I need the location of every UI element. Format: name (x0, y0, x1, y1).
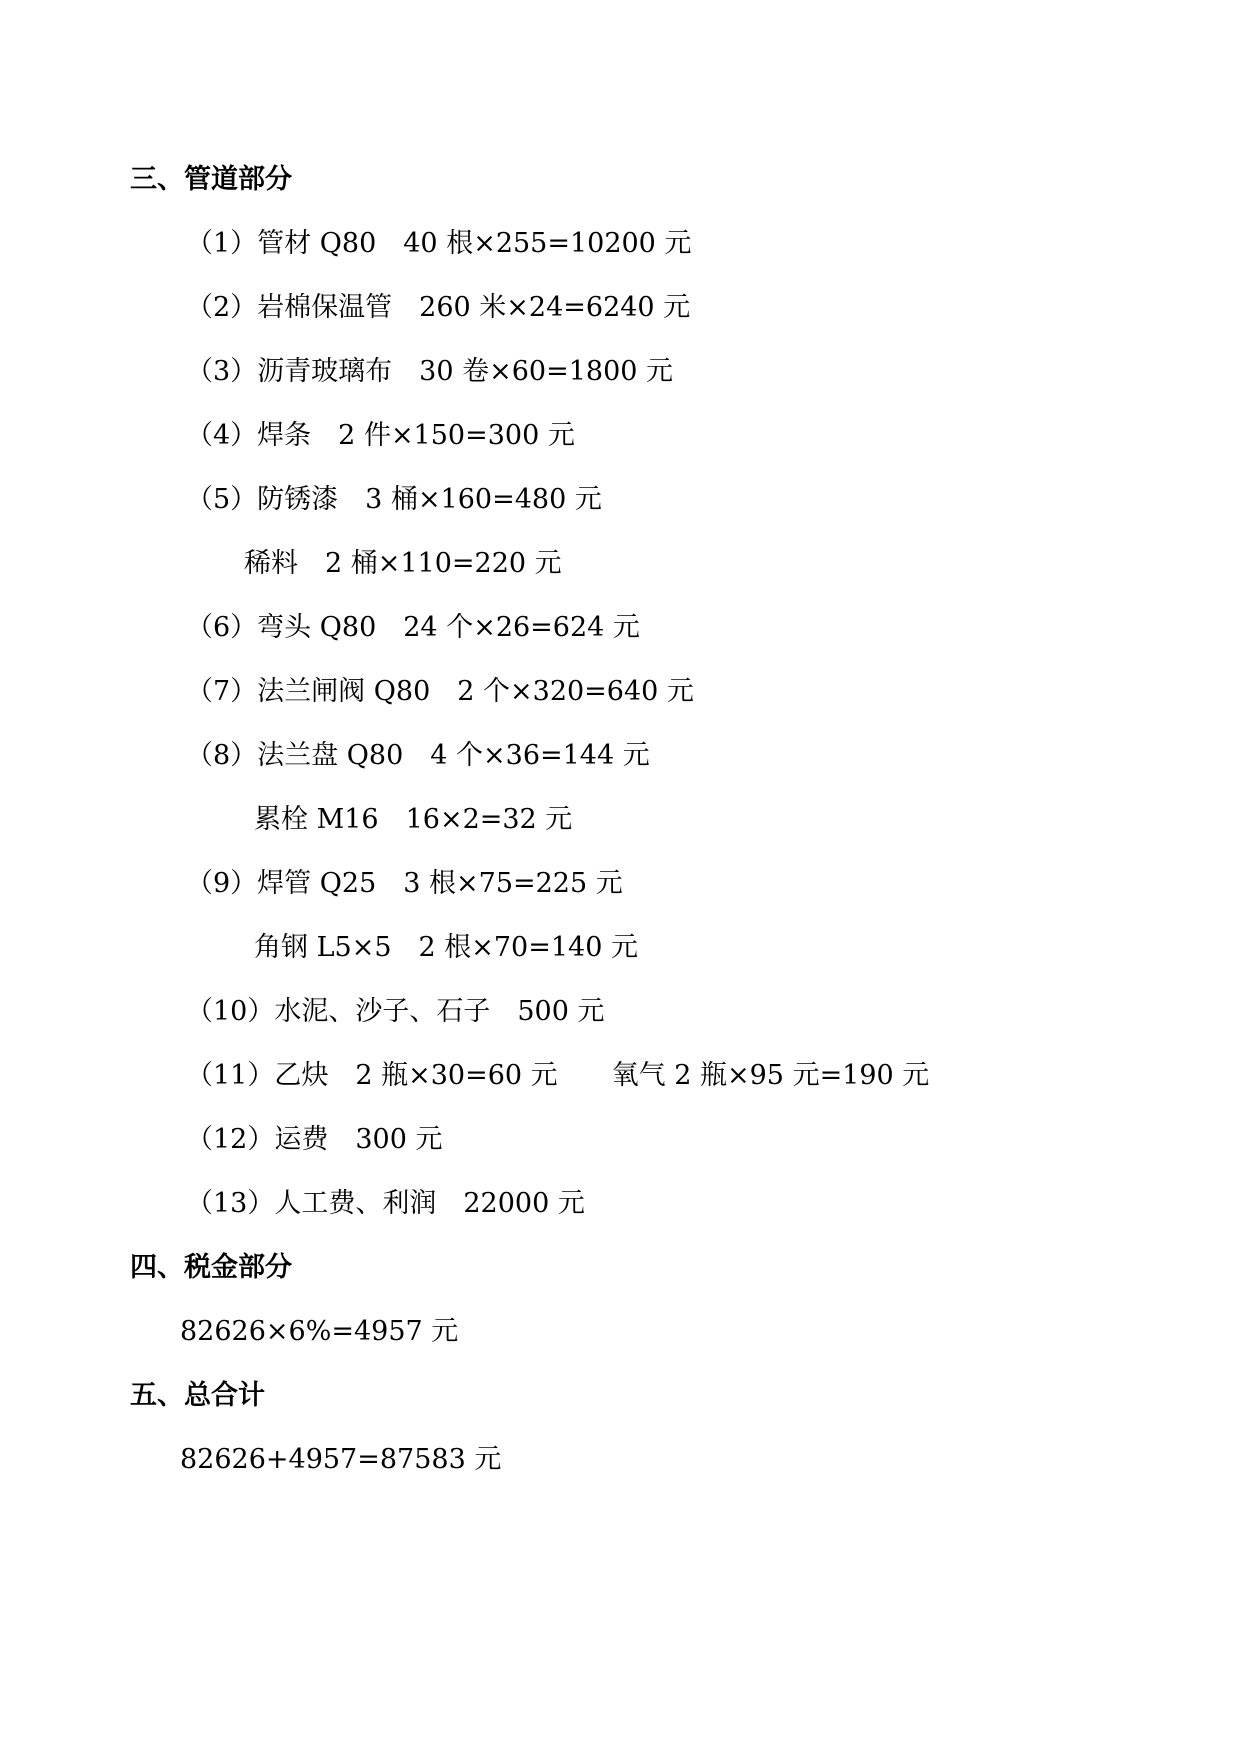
list-item: （7）法兰闸阀 Q80 2 个×320=640 元 (186, 676, 694, 707)
list-item: （9）焊管 Q25 3 根×75=225 元 (186, 868, 623, 899)
list-item: （13）人工费、利润 22000 元 (186, 1188, 585, 1219)
list-item: （11）乙炔 2 瓶×30=60 元 氧气 2 瓶×95 元=190 元 (186, 1060, 930, 1091)
tax-formula: 82626×6%=4957 元 (180, 1316, 459, 1347)
list-item: （5）防锈漆 3 桶×160=480 元 (186, 484, 602, 515)
section-heading-tax: 四、税金部分 (130, 1252, 292, 1283)
list-item: （2）岩棉保温管 260 米×24=6240 元 (186, 292, 691, 323)
list-item: 累栓 M16 16×2=32 元 (254, 804, 573, 835)
list-item: （3）沥青玻璃布 30 卷×60=1800 元 (186, 356, 674, 387)
total-formula: 82626+4957=87583 元 (180, 1444, 502, 1475)
list-item: （8）法兰盘 Q80 4 个×36=144 元 (186, 740, 650, 771)
list-item: （1）管材 Q80 40 根×255=10200 元 (186, 228, 692, 259)
section-heading-pipe: 三、管道部分 (130, 164, 292, 195)
list-item: 角钢 L5×5 2 根×70=140 元 (254, 932, 638, 963)
list-item: （10）水泥、沙子、石子 500 元 (186, 996, 605, 1027)
list-item: （6）弯头 Q80 24 个×26=624 元 (186, 612, 640, 643)
section-heading-total: 五、总合计 (130, 1380, 265, 1411)
list-item: （4）焊条 2 件×150=300 元 (186, 420, 575, 451)
list-item: 稀料 2 桶×110=220 元 (244, 548, 562, 579)
list-item: （12）运费 300 元 (186, 1124, 443, 1155)
